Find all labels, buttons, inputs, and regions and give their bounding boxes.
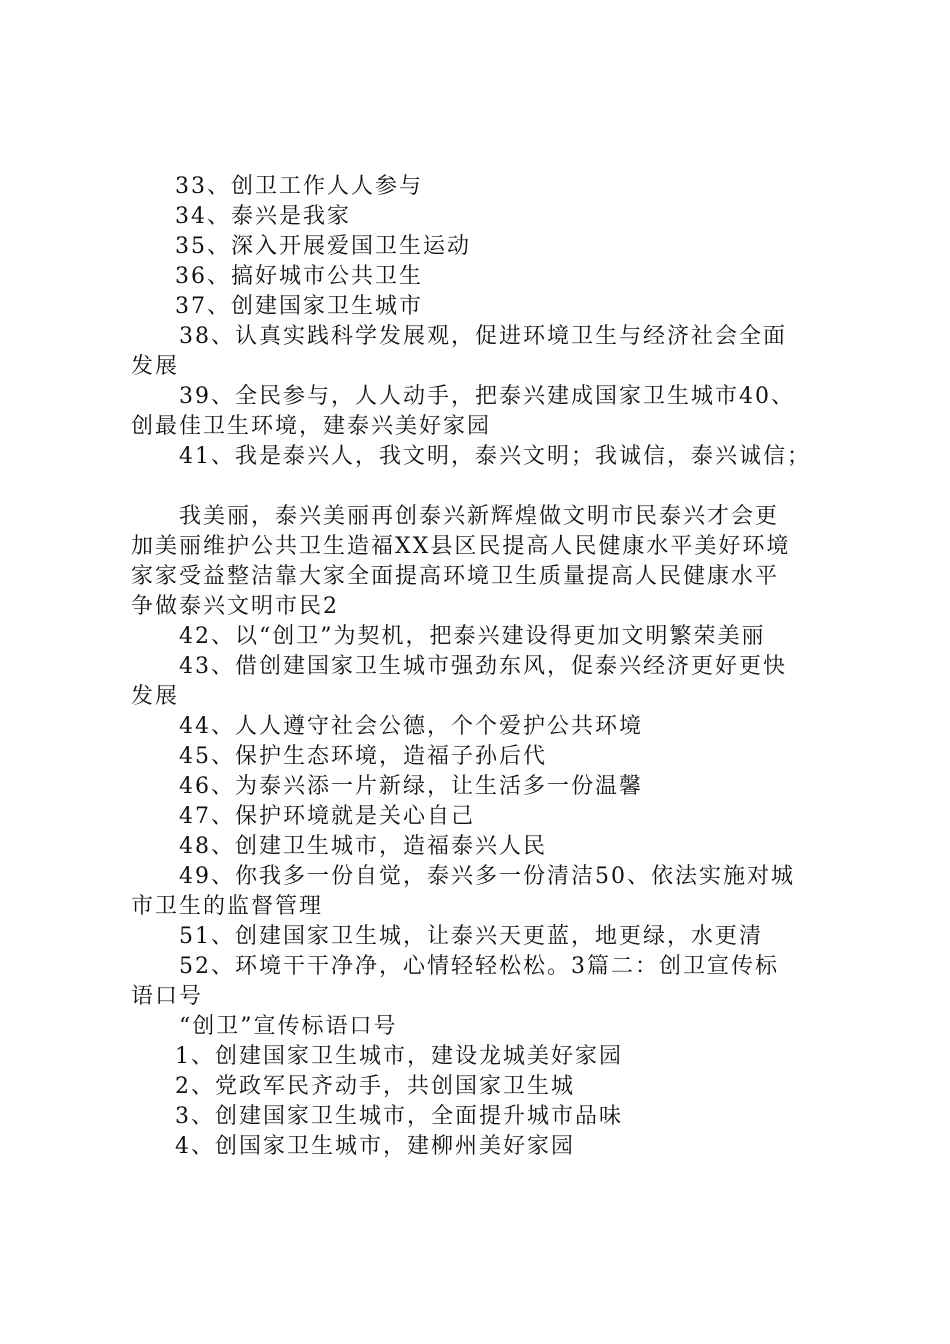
slogan-line: 2、党政军民齐动手，共创国家卫生城 (175, 1074, 575, 1099)
slogan-line: 49、你我多一份自觉，泰兴多一份清洁50、依法实施对城 (179, 864, 795, 889)
slogan-line-continued: 创最佳卫生环境，建泰兴美好家园 (131, 414, 492, 439)
paragraph-line: 我美丽，泰兴美丽再创泰兴新辉煌做文明市民泰兴才会更 (179, 504, 780, 529)
slogan-line-continued: 发展 (131, 684, 180, 709)
slogan-line: 41、我是泰兴人，我文明，泰兴文明；我诚信，泰兴诚信； (179, 444, 811, 469)
slogan-line: 46、为泰兴添一片新绿，让生活多一份温馨 (179, 774, 643, 799)
slogan-line: 47、保护环境就是关心自己 (179, 804, 475, 829)
section-heading: “创卫”宣传标语口号 (179, 1014, 398, 1039)
slogan-line-continued: 市卫生的监督管理 (131, 894, 324, 919)
slogan-line: 34、泰兴是我家 (175, 204, 351, 229)
slogan-line: 43、借创建国家卫生城市强劲东风，促泰兴经济更好更快 (179, 654, 787, 679)
slogan-line: 3、创建国家卫生城市，全面提升城市品味 (175, 1104, 623, 1129)
paragraph-line-continued: 争做泰兴文明市民2 (131, 594, 339, 619)
slogan-line: 38、认真实践科学发展观，促进环境卫生与经济社会全面 (179, 324, 787, 349)
paragraph-gap (131, 472, 841, 502)
slogan-line: 1、创建国家卫生城市，建设龙城美好家园 (175, 1044, 623, 1069)
paragraph-line-continued: 加美丽维护公共卫生造福XX县区民提高人民健康水平美好环境 (131, 534, 791, 559)
slogan-line-continued: 发展 (131, 354, 180, 379)
slogan-line: 45、保护生态环境，造福子孙后代 (179, 744, 547, 769)
paragraph-line-continued: 家家受益整洁靠大家全面提高环境卫生质量提高人民健康水平 (131, 564, 780, 589)
slogan-line: 33、创卫工作人人参与 (175, 174, 423, 199)
slogan-line-continued: 语口号 (131, 984, 204, 1009)
slogan-line: 42、以“创卫”为契机，把泰兴建设得更加文明繁荣美丽 (179, 624, 766, 649)
slogan-line: 44、人人遵守社会公德，个个爱护公共环境 (179, 714, 643, 739)
slogan-line: 48、创建卫生城市，造福泰兴人民 (179, 834, 547, 859)
slogan-line: 39、全民参与，人人动手，把泰兴建成国家卫生城市40、 (179, 384, 795, 409)
slogan-line: 36、搞好城市公共卫生 (175, 264, 423, 289)
document-body (131, 172, 841, 1162)
slogan-line: 51、创建国家卫生城，让泰兴天更蓝，地更绿，水更清 (179, 924, 763, 949)
slogan-line: 37、创建国家卫生城市 (175, 294, 423, 319)
slogan-line: 35、深入开展爱国卫生运动 (175, 234, 471, 259)
slogan-line: 4、创国家卫生城市，建柳州美好家园 (175, 1134, 575, 1159)
slogan-line: 52、环境干干净净，心情轻轻松松。3篇二：创卫宣传标 (179, 954, 779, 979)
